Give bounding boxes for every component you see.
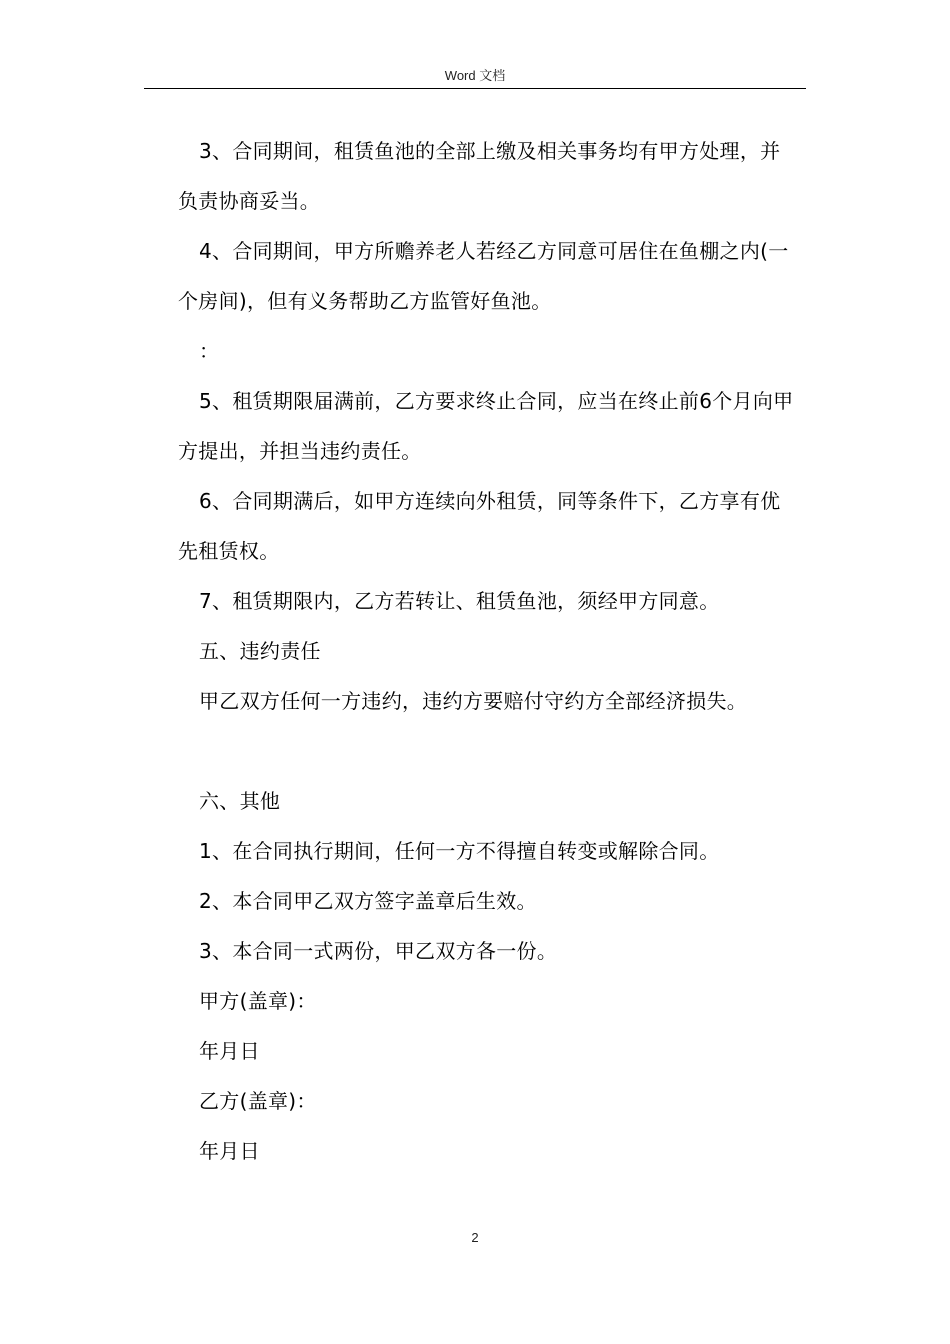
colon-line: ：	[199, 339, 220, 363]
blank-line	[178, 726, 798, 776]
party-b-signature-line: 乙方(盖章)：	[199, 1089, 317, 1113]
other-clause-1-paragraph: 1、在合同执行期间，任何一方不得擅自转变或解除合同。	[199, 839, 720, 863]
other-clause-2-paragraph: 2、本合同甲乙双方签字盖章后生效。	[199, 889, 537, 913]
party-b-date-line: 年月日	[199, 1139, 260, 1163]
page-header: Word 文档	[444, 68, 506, 83]
clause-7-paragraph: 7、租赁期限内，乙方若转让、租赁鱼池，须经甲方同意。	[199, 589, 720, 613]
header-divider	[144, 88, 806, 89]
party-a-signature-line: 甲方(盖章)：	[199, 989, 317, 1013]
section-5-heading: 五、违约责任	[199, 639, 321, 663]
party-a-date-line: 年月日	[199, 1039, 260, 1063]
section-6-heading: 六、其他	[199, 789, 281, 813]
page-number: 2	[471, 1230, 479, 1245]
other-clause-3-paragraph: 3、本合同一式两份，甲乙双方各一份。	[199, 939, 558, 963]
document-body	[178, 126, 798, 1176]
breach-liability-paragraph: 甲乙双方任何一方违约，违约方要赔付守约方全部经济损失。	[199, 689, 748, 713]
clause-5-paragraph: 5、租赁期限届满前，乙方要求终止合同，应当在终止前6个月向甲方提出，并担当违约责任。	[178, 389, 794, 463]
clause-4-paragraph: 4、合同期间，甲方所赡养老人若经乙方同意可居住在鱼棚之内(一个房间)，但有义务帮助乙方监管好鱼池。	[178, 239, 789, 313]
clause-6-paragraph: 6、合同期满后，如甲方连续向外租赁，同等条件下，乙方享有优先租赁权。	[178, 489, 781, 563]
clause-3-paragraph: 3、合同期间，租赁鱼池的全部上缴及相关事务均有甲方处理，并负责协商妥当。	[178, 139, 781, 213]
